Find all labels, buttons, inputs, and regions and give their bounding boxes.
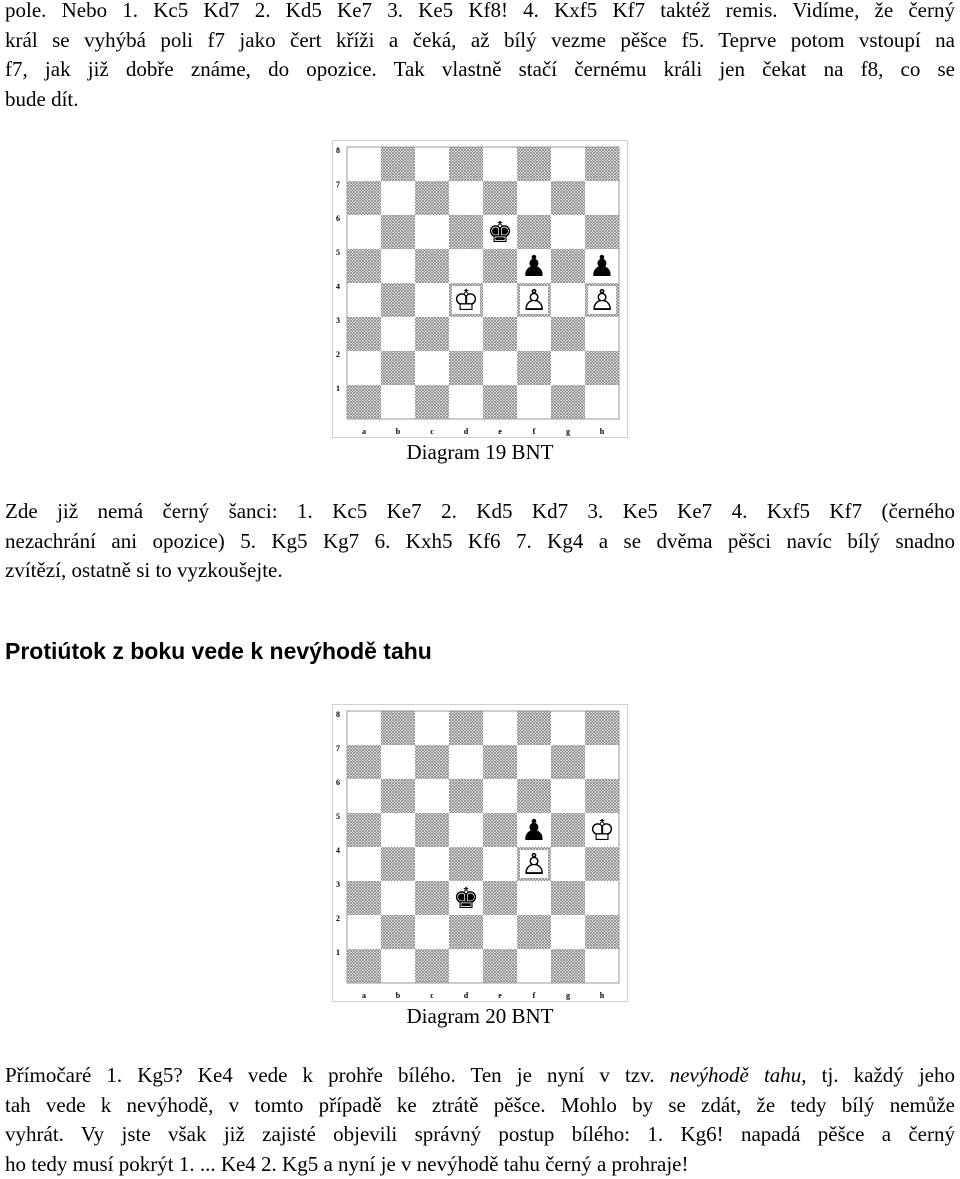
board-square-a1: [347, 949, 381, 983]
board-square-e1: [483, 385, 517, 419]
board-square-d1: [449, 949, 483, 983]
chessboard-20: [333, 705, 627, 1001]
board-square-c4: [415, 283, 449, 317]
board-square-g7: [551, 181, 585, 215]
board-square-c8: [415, 711, 449, 745]
board-square-a8: [347, 711, 381, 745]
board-square-c6: [415, 215, 449, 249]
board-square-b8: [381, 147, 415, 181]
board-square-b4: [381, 283, 415, 317]
board-square-f8: [517, 147, 551, 181]
board-square-d6: [449, 779, 483, 813]
board-square-h3: [585, 317, 619, 351]
board-square-a6: [347, 215, 381, 249]
board-square-e3: [483, 317, 517, 351]
black-pawn-piece-f5: ♟: [521, 813, 547, 847]
white-king-piece-h5: ♔: [589, 813, 615, 847]
board-square-g5: [551, 813, 585, 847]
text-line: [5, 1061, 955, 1091]
board-square-d2: [449, 915, 483, 949]
board-square-f8: [517, 711, 551, 745]
board-square-d5: [449, 249, 483, 283]
board-square-h8: [585, 711, 619, 745]
file-label: e: [498, 427, 502, 436]
board-square-c2: [415, 351, 449, 385]
board-square-d8: [449, 711, 483, 745]
board-square-e1: [483, 949, 517, 983]
board-square-g8: [551, 711, 585, 745]
board-square-b6: [381, 215, 415, 249]
file-label: b: [396, 991, 401, 1000]
rank-label: 5: [336, 812, 340, 821]
text-line: pole. Nebo 1. Kc5 Kd7 2. Kd5 Ke7 3. Ke5 Kf8! 4. Kxf5 Kf7 taktéž remis. Vidíme, že černý: [5, 0, 955, 26]
board-square-c7: [415, 745, 449, 779]
rank-label: 6: [336, 778, 340, 787]
white-pawn-piece-f4: ♙: [521, 847, 547, 881]
board-square-d5: [449, 813, 483, 847]
board-square-a2: [347, 915, 381, 949]
board-square-g4: [551, 847, 585, 881]
white-pawn-piece-h4: ♙: [589, 283, 615, 317]
board-square-e7: [483, 745, 517, 779]
board-square-a3: [347, 881, 381, 915]
board-square-d4: [449, 847, 483, 881]
rank-label: 3: [336, 316, 340, 325]
black-king-piece-e6: ♚: [487, 215, 513, 249]
board-square-f3: [517, 881, 551, 915]
board-square-c8: [415, 147, 449, 181]
text-line: nezachrání ani opozice) 5. Kg5 Kg7 6. Kxh5 Kf6 7. Kg4 a se dvěma pěšci navíc bílý snadno: [5, 527, 955, 557]
board-square-b6: [381, 779, 415, 813]
chess-diagram-20: [332, 704, 628, 1002]
board-square-c1: [415, 385, 449, 419]
board-square-a2: [347, 351, 381, 385]
paragraph-diagram-20-analysis: [5, 1061, 955, 1179]
board-square-h3: [585, 881, 619, 915]
board-square-f1: [517, 949, 551, 983]
board-square-b2: [381, 915, 415, 949]
board-square-g6: [551, 215, 585, 249]
board-square-e8: [483, 147, 517, 181]
board-square-c6: [415, 779, 449, 813]
board-square-f3: [517, 317, 551, 351]
board-square-e5: [483, 813, 517, 847]
board-square-b3: [381, 881, 415, 915]
text-line: Zde již nemá černý šanci: 1. Kc5 Ke7 2. Kd5 Kd7 3. Ke5 Ke7 4. Kxf5 Kf7 (černého: [5, 497, 955, 527]
board-square-g2: [551, 915, 585, 949]
board-square-g6: [551, 779, 585, 813]
text-run: , tj. každý jeho: [801, 1063, 955, 1087]
black-pawn-piece-f5: ♟: [521, 249, 547, 283]
board-square-b1: [381, 949, 415, 983]
file-label: d: [464, 991, 469, 1000]
board-square-f6: [517, 779, 551, 813]
board-square-c4: [415, 847, 449, 881]
board-square-c5: [415, 813, 449, 847]
text-run: Přímočaré 1. Kg5? Ke4 vede k prohře bílého. Ten je nyní v tzv.: [5, 1063, 670, 1087]
board-square-h6: [585, 215, 619, 249]
board-square-d7: [449, 181, 483, 215]
file-label: h: [600, 427, 605, 436]
board-square-f7: [517, 745, 551, 779]
file-label: a: [362, 991, 366, 1000]
file-label: c: [430, 991, 434, 1000]
file-label: g: [566, 991, 570, 1000]
board-square-f2: [517, 915, 551, 949]
board-square-h7: [585, 181, 619, 215]
chess-diagram-19: [332, 140, 628, 438]
rank-label: 7: [336, 180, 340, 189]
file-label: h: [600, 991, 605, 1000]
rank-label: 4: [336, 282, 340, 291]
diagram-19-caption: Diagram 19 BNT: [0, 440, 960, 465]
board-square-b5: [381, 813, 415, 847]
board-square-g2: [551, 351, 585, 385]
board-square-a7: [347, 181, 381, 215]
board-square-f7: [517, 181, 551, 215]
board-square-b8: [381, 711, 415, 745]
board-square-g8: [551, 147, 585, 181]
board-square-h8: [585, 147, 619, 181]
file-label: d: [464, 427, 469, 436]
board-square-h7: [585, 745, 619, 779]
diagram-20-caption: Diagram 20 BNT: [0, 1004, 960, 1029]
chessboard-19: [333, 141, 627, 437]
board-square-d6: [449, 215, 483, 249]
file-label: g: [566, 427, 570, 436]
board-square-e2: [483, 915, 517, 949]
board-square-e7: [483, 181, 517, 215]
board-square-e8: [483, 711, 517, 745]
emphasis-term: nevýhodě tahu: [670, 1063, 802, 1087]
board-square-e5: [483, 249, 517, 283]
text-line: bude dít.: [5, 85, 955, 115]
board-square-c1: [415, 949, 449, 983]
file-label: a: [362, 427, 366, 436]
board-square-b7: [381, 181, 415, 215]
board-square-f2: [517, 351, 551, 385]
rank-label: 7: [336, 744, 340, 753]
board-square-a8: [347, 147, 381, 181]
board-square-a3: [347, 317, 381, 351]
board-square-c2: [415, 915, 449, 949]
file-label: f: [533, 427, 536, 436]
board-square-b2: [381, 351, 415, 385]
black-pawn-piece-h5: ♟: [589, 249, 615, 283]
board-square-a5: [347, 249, 381, 283]
text-line: vyhrát. Vy jste však již zajisté objevili správný postup bílého: 1. Kg6! napadá pěšce a černý: [5, 1120, 955, 1150]
board-square-d8: [449, 147, 483, 181]
board-square-b3: [381, 317, 415, 351]
board-square-g4: [551, 283, 585, 317]
board-square-a1: [347, 385, 381, 419]
rank-label: 4: [336, 846, 340, 855]
board-square-d7: [449, 745, 483, 779]
black-king-piece-d3: ♚: [453, 881, 479, 915]
board-square-b7: [381, 745, 415, 779]
text-line: král se vyhýbá poli f7 jako čert kříži a čeká, až bílý vezme pěšce f5. Teprve potom vstoupí na: [5, 26, 955, 56]
board-square-a4: [347, 283, 381, 317]
white-pawn-piece-f4: ♙: [521, 283, 547, 317]
rank-label: 1: [336, 948, 340, 957]
paragraph-intro: [5, 0, 955, 114]
board-square-b1: [381, 385, 415, 419]
board-square-c3: [415, 881, 449, 915]
board-square-h1: [585, 949, 619, 983]
rank-label: 6: [336, 214, 340, 223]
board-square-h2: [585, 351, 619, 385]
paragraph-diagram-19-analysis: [5, 497, 955, 586]
board-square-h6: [585, 779, 619, 813]
board-square-e4: [483, 283, 517, 317]
rank-label: 2: [336, 350, 340, 359]
board-square-d1: [449, 385, 483, 419]
board-square-g7: [551, 745, 585, 779]
rank-label: 8: [336, 146, 340, 155]
text-line: zvítězí, ostatně si to vyzkoušejte.: [5, 556, 955, 586]
rank-label: 3: [336, 880, 340, 889]
board-square-e3: [483, 881, 517, 915]
section-heading: Protiútok z boku vede k nevýhodě tahu: [5, 638, 432, 665]
board-square-c5: [415, 249, 449, 283]
board-square-e4: [483, 847, 517, 881]
file-label: f: [533, 991, 536, 1000]
board-square-g3: [551, 881, 585, 915]
board-square-g1: [551, 949, 585, 983]
file-label: e: [498, 991, 502, 1000]
rank-label: 8: [336, 710, 340, 719]
board-square-a5: [347, 813, 381, 847]
board-square-g3: [551, 317, 585, 351]
board-square-d2: [449, 351, 483, 385]
board-square-d3: [449, 317, 483, 351]
file-label: b: [396, 427, 401, 436]
board-square-b5: [381, 249, 415, 283]
rank-label: 5: [336, 248, 340, 257]
board-square-f6: [517, 215, 551, 249]
board-square-c3: [415, 317, 449, 351]
board-square-f1: [517, 385, 551, 419]
text-line: tah vede k nevýhodě, v tomto případě ke ztrátě pěšce. Mohlo by se zdát, že tedy bílý nemůže: [5, 1091, 955, 1121]
board-square-g5: [551, 249, 585, 283]
text-line: f7, jak již dobře známe, do opozice. Tak vlastně stačí černému králi jen čekat na f8, co se: [5, 55, 955, 85]
board-square-a6: [347, 779, 381, 813]
file-label: c: [430, 427, 434, 436]
board-square-e2: [483, 351, 517, 385]
rank-label: 2: [336, 914, 340, 923]
board-square-h2: [585, 915, 619, 949]
board-square-a4: [347, 847, 381, 881]
white-king-piece-d4: ♔: [453, 283, 479, 317]
board-square-g1: [551, 385, 585, 419]
text-line: ho tedy musí pokrýt 1. ... Ke4 2. Kg5 a nyní je v nevýhodě tahu černý a prohraje!: [5, 1150, 955, 1179]
board-square-h1: [585, 385, 619, 419]
board-square-c7: [415, 181, 449, 215]
board-square-e6: [483, 779, 517, 813]
board-square-h4: [585, 847, 619, 881]
board-square-b4: [381, 847, 415, 881]
rank-label: 1: [336, 384, 340, 393]
board-square-a7: [347, 745, 381, 779]
